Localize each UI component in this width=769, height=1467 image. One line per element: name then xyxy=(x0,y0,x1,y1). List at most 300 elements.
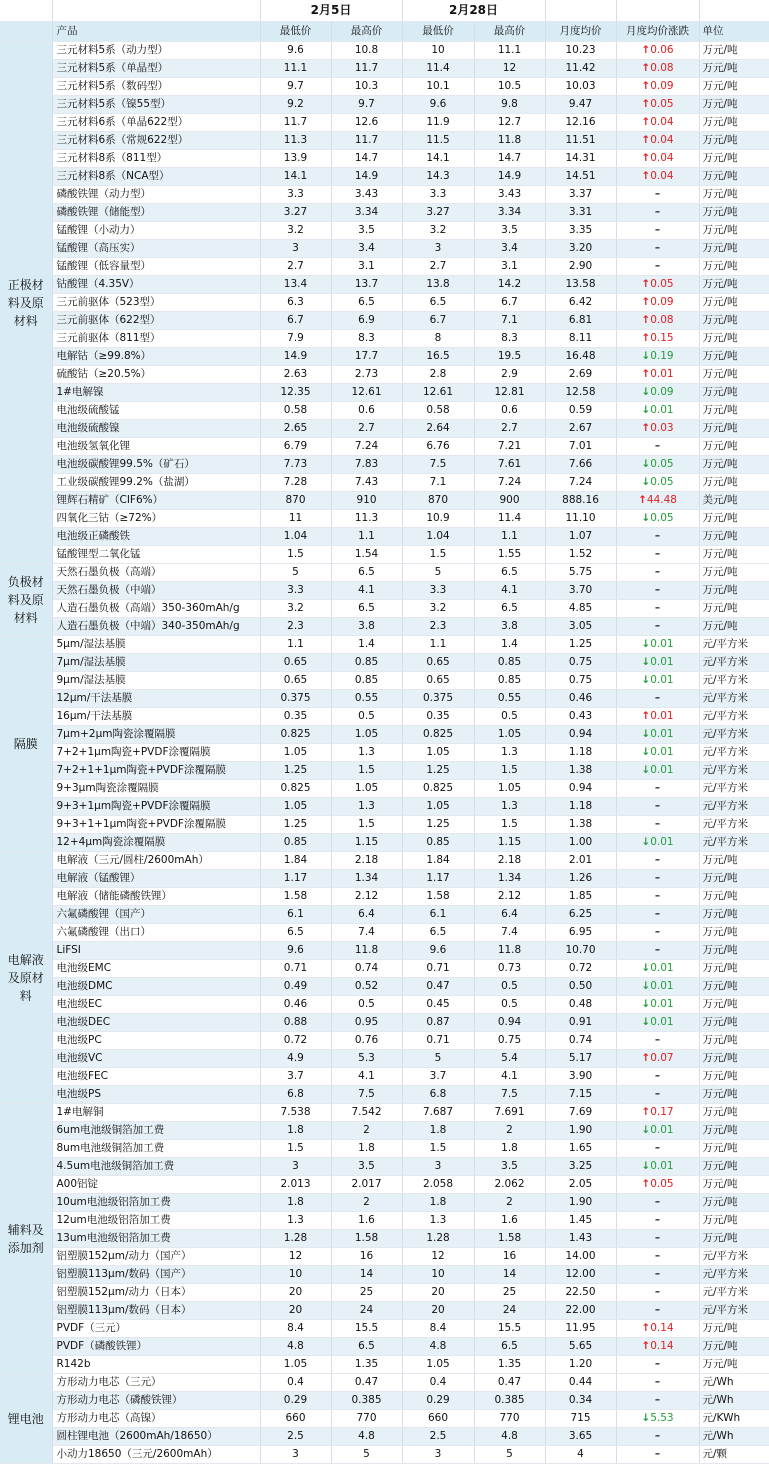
unit: 万元/吨 xyxy=(699,888,769,906)
monthly-avg: 2.67 xyxy=(545,420,616,438)
max-price-feb28: 4.1 xyxy=(474,1068,545,1086)
product-name: 磷酸铁锂（动力型） xyxy=(52,186,260,204)
min-price-feb5: 3 xyxy=(260,1446,331,1464)
max-price-feb28: 1.3 xyxy=(474,798,545,816)
product-name: 1#电解铜 xyxy=(52,1104,260,1122)
change-value: 0.05 xyxy=(650,98,674,110)
unit: 元/Wh xyxy=(699,1374,769,1392)
table-row xyxy=(0,1158,769,1176)
product-name: 三元材料5系（单晶型） xyxy=(52,60,260,78)
max-price-feb5: 1.05 xyxy=(331,780,402,798)
change-value: 0.01 xyxy=(650,980,674,992)
product-name: 8um电池级铜箔加工费 xyxy=(52,1140,260,1158)
unit: 万元/吨 xyxy=(699,510,769,528)
min-price-feb28: 3.3 xyxy=(402,186,474,204)
arrow-up-icon: ↑ xyxy=(641,1052,651,1064)
monthly-change xyxy=(616,852,699,870)
max-price-feb28: 0.55 xyxy=(474,690,545,708)
max-price-feb28: 0.385 xyxy=(474,1392,545,1410)
max-price-feb28: 7.1 xyxy=(474,312,545,330)
max-price-feb28: 0.6 xyxy=(474,402,545,420)
max-price-feb5: 0.6 xyxy=(331,402,402,420)
min-price-feb28: 1.25 xyxy=(402,816,474,834)
unit: 元/平方米 xyxy=(699,798,769,816)
dash-icon: – xyxy=(654,908,661,920)
min-price-feb5: 14.1 xyxy=(260,168,331,186)
monthly-change xyxy=(616,1266,699,1284)
header-avg: 月度均价 xyxy=(545,22,616,42)
monthly-avg: 5.65 xyxy=(545,1338,616,1356)
table-row xyxy=(0,384,769,402)
min-price-feb5: 0.825 xyxy=(260,780,331,798)
change-value: 0.01 xyxy=(650,1016,674,1028)
min-price-feb5: 2.65 xyxy=(260,420,331,438)
monthly-avg: 2.01 xyxy=(545,852,616,870)
max-price-feb28: 7.61 xyxy=(474,456,545,474)
arrow-up-icon: ↑ xyxy=(641,332,651,344)
unit: 万元/吨 xyxy=(699,366,769,384)
dash-icon: – xyxy=(654,1358,661,1370)
arrow-up-icon: ↑ xyxy=(641,278,651,290)
min-price-feb5: 6.79 xyxy=(260,438,331,456)
max-price-feb28: 1.58 xyxy=(474,1230,545,1248)
max-price-feb5: 6.5 xyxy=(331,1338,402,1356)
monthly-change xyxy=(616,1410,699,1428)
max-price-feb5: 910 xyxy=(331,492,402,510)
arrow-up-icon: ↑ xyxy=(641,62,651,74)
max-price-feb28: 6.5 xyxy=(474,600,545,618)
max-price-feb28: 1.55 xyxy=(474,546,545,564)
unit: 万元/吨 xyxy=(699,1212,769,1230)
monthly-avg: 6.95 xyxy=(545,924,616,942)
product-name: 13um电池级铝箔加工费 xyxy=(52,1230,260,1248)
product-name: 7μm+2μm陶瓷涂覆隔膜 xyxy=(52,726,260,744)
product-name: 4.5um电池级铜箔加工费 xyxy=(52,1158,260,1176)
monthly-avg: 10.23 xyxy=(545,42,616,60)
monthly-avg: 1.65 xyxy=(545,1140,616,1158)
min-price-feb28: 2.3 xyxy=(402,618,474,636)
monthly-change xyxy=(616,636,699,654)
monthly-change xyxy=(616,582,699,600)
min-price-feb5: 1.58 xyxy=(260,888,331,906)
max-price-feb28: 24 xyxy=(474,1302,545,1320)
unit: 万元/吨 xyxy=(699,240,769,258)
monthly-avg: 1.25 xyxy=(545,636,616,654)
max-price-feb28: 7.21 xyxy=(474,438,545,456)
monthly-avg: 1.38 xyxy=(545,762,616,780)
monthly-change xyxy=(616,420,699,438)
monthly-avg: 5.17 xyxy=(545,1050,616,1068)
unit: 万元/吨 xyxy=(699,78,769,96)
monthly-change xyxy=(616,744,699,762)
unit: 万元/吨 xyxy=(699,1032,769,1050)
change-value: 0.01 xyxy=(650,368,674,380)
min-price-feb5: 12 xyxy=(260,1248,331,1266)
unit: 元/平方米 xyxy=(699,1284,769,1302)
unit: 元/KWh xyxy=(699,1410,769,1428)
table-row xyxy=(0,258,769,276)
max-price-feb28: 3.5 xyxy=(474,1158,545,1176)
unit: 万元/吨 xyxy=(699,114,769,132)
unit: 元/平方米 xyxy=(699,762,769,780)
min-price-feb5: 13.9 xyxy=(260,150,331,168)
max-price-feb28: 3.34 xyxy=(474,204,545,222)
monthly-avg: 1.85 xyxy=(545,888,616,906)
table-row xyxy=(0,1446,769,1464)
monthly-change xyxy=(616,708,699,726)
monthly-avg: 2.05 xyxy=(545,1176,616,1194)
arrow-down-icon: ↓ xyxy=(641,404,651,416)
product-name: PVDF（三元） xyxy=(52,1320,260,1338)
monthly-change xyxy=(616,690,699,708)
max-price-feb5: 7.4 xyxy=(331,924,402,942)
monthly-avg: 7.15 xyxy=(545,1086,616,1104)
product-name: 钴酸锂（4.35V） xyxy=(52,276,260,294)
arrow-down-icon: ↓ xyxy=(641,638,651,650)
min-price-feb5: 11.7 xyxy=(260,114,331,132)
min-price-feb5: 2.7 xyxy=(260,258,331,276)
min-price-feb28: 0.47 xyxy=(402,978,474,996)
min-price-feb28: 20 xyxy=(402,1284,474,1302)
table-row xyxy=(0,150,769,168)
change-value: 0.01 xyxy=(650,710,674,722)
max-price-feb28: 1.1 xyxy=(474,528,545,546)
max-price-feb5: 6.9 xyxy=(331,312,402,330)
min-price-feb5: 1.05 xyxy=(260,1356,331,1374)
unit: 万元/吨 xyxy=(699,1194,769,1212)
min-price-feb28: 11.9 xyxy=(402,114,474,132)
max-price-feb28: 25 xyxy=(474,1284,545,1302)
unit: 万元/吨 xyxy=(699,1230,769,1248)
monthly-avg: 0.46 xyxy=(545,690,616,708)
table-row xyxy=(0,708,769,726)
product-name: 方形动力电芯（高镍） xyxy=(52,1410,260,1428)
unit: 万元/吨 xyxy=(699,852,769,870)
monthly-change xyxy=(616,204,699,222)
min-price-feb5: 0.49 xyxy=(260,978,331,996)
max-price-feb5: 3.8 xyxy=(331,618,402,636)
monthly-avg: 1.38 xyxy=(545,816,616,834)
unit: 万元/吨 xyxy=(699,564,769,582)
category-label: 正极材料及原材料 xyxy=(0,42,52,564)
product-name: 16μm/干法基膜 xyxy=(52,708,260,726)
min-price-feb28: 10 xyxy=(402,42,474,60)
max-price-feb5: 4.8 xyxy=(331,1428,402,1446)
max-price-feb5: 11.7 xyxy=(331,132,402,150)
product-name: 6um电池级铜箔加工费 xyxy=(52,1122,260,1140)
arrow-down-icon: ↓ xyxy=(641,980,651,992)
change-value: 0.01 xyxy=(650,998,674,1010)
change-value: 0.08 xyxy=(650,62,674,74)
monthly-change xyxy=(616,384,699,402)
monthly-change xyxy=(616,618,699,636)
unit: 万元/吨 xyxy=(699,438,769,456)
monthly-avg: 0.74 xyxy=(545,1032,616,1050)
min-price-feb28: 5 xyxy=(402,564,474,582)
monthly-change xyxy=(616,780,699,798)
product-name: 电池级硫酸锰 xyxy=(52,402,260,420)
table-row xyxy=(0,492,769,510)
min-price-feb5: 5 xyxy=(260,564,331,582)
max-price-feb28: 6.4 xyxy=(474,906,545,924)
monthly-change xyxy=(616,348,699,366)
max-price-feb5: 3.34 xyxy=(331,204,402,222)
header-change: 月度均价涨跌 xyxy=(616,22,699,42)
table-row xyxy=(0,96,769,114)
max-price-feb28: 1.5 xyxy=(474,816,545,834)
unit: 万元/吨 xyxy=(699,1140,769,1158)
monthly-change xyxy=(616,330,699,348)
monthly-avg: 3.20 xyxy=(545,240,616,258)
unit: 万元/吨 xyxy=(699,618,769,636)
monthly-avg: 10.03 xyxy=(545,78,616,96)
max-price-feb5: 3.4 xyxy=(331,240,402,258)
change-value: 0.01 xyxy=(650,656,674,668)
table-row xyxy=(0,474,769,492)
monthly-avg: 6.42 xyxy=(545,294,616,312)
arrow-up-icon: ↑ xyxy=(641,1106,651,1118)
monthly-change xyxy=(616,798,699,816)
min-price-feb5: 1.05 xyxy=(260,798,331,816)
max-price-feb5: 3.1 xyxy=(331,258,402,276)
min-price-feb28: 0.85 xyxy=(402,834,474,852)
change-value: 0.09 xyxy=(650,296,674,308)
dash-icon: – xyxy=(654,1088,661,1100)
monthly-avg: 4 xyxy=(545,1446,616,1464)
change-value: 0.05 xyxy=(650,458,674,470)
table-row xyxy=(0,942,769,960)
unit: 元/Wh xyxy=(699,1392,769,1410)
min-price-feb28: 0.71 xyxy=(402,1032,474,1050)
arrow-down-icon: ↓ xyxy=(641,1124,651,1136)
max-price-feb28: 0.47 xyxy=(474,1374,545,1392)
max-price-feb5: 2.017 xyxy=(331,1176,402,1194)
monthly-avg: 0.50 xyxy=(545,978,616,996)
unit: 元/平方米 xyxy=(699,1266,769,1284)
max-price-feb5: 3.5 xyxy=(331,222,402,240)
monthly-change xyxy=(616,366,699,384)
min-price-feb5: 1.8 xyxy=(260,1122,331,1140)
max-price-feb5: 0.95 xyxy=(331,1014,402,1032)
min-price-feb28: 0.35 xyxy=(402,708,474,726)
monthly-change xyxy=(616,726,699,744)
unit: 万元/吨 xyxy=(699,1176,769,1194)
monthly-change xyxy=(616,600,699,618)
monthly-change xyxy=(616,528,699,546)
monthly-avg: 6.81 xyxy=(545,312,616,330)
min-price-feb28: 14.3 xyxy=(402,168,474,186)
table-row xyxy=(0,870,769,888)
arrow-up-icon: ↑ xyxy=(641,1340,651,1352)
monthly-avg: 1.18 xyxy=(545,744,616,762)
min-price-feb5: 0.29 xyxy=(260,1392,331,1410)
monthly-avg: 1.52 xyxy=(545,546,616,564)
max-price-feb5: 25 xyxy=(331,1284,402,1302)
min-price-feb5: 9.6 xyxy=(260,42,331,60)
unit: 元/平方米 xyxy=(699,1302,769,1320)
monthly-change xyxy=(616,42,699,60)
unit: 万元/吨 xyxy=(699,528,769,546)
arrow-up-icon: ↑ xyxy=(641,368,651,380)
unit: 万元/吨 xyxy=(699,1068,769,1086)
max-price-feb28: 1.05 xyxy=(474,780,545,798)
max-price-feb28: 11.8 xyxy=(474,942,545,960)
min-price-feb28: 6.5 xyxy=(402,294,474,312)
max-price-feb28: 8.3 xyxy=(474,330,545,348)
unit: 万元/吨 xyxy=(699,132,769,150)
min-price-feb28: 12.61 xyxy=(402,384,474,402)
max-price-feb28: 12.7 xyxy=(474,114,545,132)
table-row xyxy=(0,1284,769,1302)
unit: 万元/吨 xyxy=(699,924,769,942)
monthly-change xyxy=(616,1446,699,1464)
product-name: 电池级DMC xyxy=(52,978,260,996)
min-price-feb28: 1.05 xyxy=(402,1356,474,1374)
unit: 万元/吨 xyxy=(699,996,769,1014)
dash-icon: – xyxy=(654,1286,661,1298)
change-value: 0.19 xyxy=(650,350,674,362)
min-price-feb5: 12.35 xyxy=(260,384,331,402)
min-price-feb5: 3.27 xyxy=(260,204,331,222)
arrow-down-icon: ↓ xyxy=(641,962,651,974)
table-row xyxy=(0,1104,769,1122)
table-row xyxy=(0,654,769,672)
unit: 万元/吨 xyxy=(699,1338,769,1356)
monthly-change xyxy=(616,240,699,258)
table-row xyxy=(0,618,769,636)
monthly-avg: 1.90 xyxy=(545,1122,616,1140)
monthly-avg: 7.24 xyxy=(545,474,616,492)
max-price-feb28: 16 xyxy=(474,1248,545,1266)
product-name: 电解液（三元/圆柱/2600mAh） xyxy=(52,852,260,870)
change-value: 0.04 xyxy=(650,152,674,164)
min-price-feb28: 660 xyxy=(402,1410,474,1428)
dash-icon: – xyxy=(654,1430,661,1442)
min-price-feb28: 0.29 xyxy=(402,1392,474,1410)
min-price-feb5: 0.375 xyxy=(260,690,331,708)
min-price-feb28: 0.87 xyxy=(402,1014,474,1032)
change-value: 0.01 xyxy=(650,404,674,416)
max-price-feb5: 2.12 xyxy=(331,888,402,906)
max-price-feb5: 2.7 xyxy=(331,420,402,438)
min-price-feb28: 2.7 xyxy=(402,258,474,276)
monthly-avg: 10.70 xyxy=(545,942,616,960)
monthly-avg: 14.51 xyxy=(545,168,616,186)
min-price-feb28: 11.5 xyxy=(402,132,474,150)
max-price-feb28: 1.8 xyxy=(474,1140,545,1158)
product-name: 9+3+1+1μm陶瓷+PVDF涂覆隔膜 xyxy=(52,816,260,834)
table-row xyxy=(0,168,769,186)
product-name: 电池级氢氧化锂 xyxy=(52,438,260,456)
table-row xyxy=(0,186,769,204)
arrow-down-icon: ↓ xyxy=(641,674,651,686)
min-price-feb5: 1.17 xyxy=(260,870,331,888)
monthly-change xyxy=(616,546,699,564)
table-row xyxy=(0,294,769,312)
min-price-feb5: 2.013 xyxy=(260,1176,331,1194)
min-price-feb5: 10 xyxy=(260,1266,331,1284)
min-price-feb28: 5 xyxy=(402,1050,474,1068)
monthly-change xyxy=(616,186,699,204)
min-price-feb5: 3.2 xyxy=(260,222,331,240)
arrow-up-icon: ↑ xyxy=(641,314,651,326)
table-row xyxy=(0,240,769,258)
monthly-change xyxy=(616,654,699,672)
max-price-feb5: 4.1 xyxy=(331,1068,402,1086)
monthly-avg: 22.00 xyxy=(545,1302,616,1320)
min-price-feb28: 0.45 xyxy=(402,996,474,1014)
max-price-feb5: 10.3 xyxy=(331,78,402,96)
product-name: 电池级硫酸镍 xyxy=(52,420,260,438)
max-price-feb28: 11.4 xyxy=(474,510,545,528)
max-price-feb28: 0.94 xyxy=(474,1014,545,1032)
product-name: 三元材料8系（811型） xyxy=(52,150,260,168)
unit: 万元/吨 xyxy=(699,1122,769,1140)
max-price-feb28: 5 xyxy=(474,1446,545,1464)
monthly-avg: 3.70 xyxy=(545,582,616,600)
monthly-avg: 1.45 xyxy=(545,1212,616,1230)
min-price-feb5: 0.85 xyxy=(260,834,331,852)
column-header-row xyxy=(0,22,769,42)
unit: 万元/吨 xyxy=(699,906,769,924)
monthly-change xyxy=(616,1194,699,1212)
change-value: 0.04 xyxy=(650,134,674,146)
change-value: 44.48 xyxy=(646,494,677,506)
monthly-change xyxy=(616,1356,699,1374)
max-price-feb28: 11.8 xyxy=(474,132,545,150)
unit: 万元/吨 xyxy=(699,60,769,78)
monthly-change xyxy=(616,78,699,96)
min-price-feb5: 7.538 xyxy=(260,1104,331,1122)
monthly-avg: 0.91 xyxy=(545,1014,616,1032)
min-price-feb28: 7.687 xyxy=(402,1104,474,1122)
max-price-feb5: 6.5 xyxy=(331,600,402,618)
table-row xyxy=(0,816,769,834)
max-price-feb28: 12.81 xyxy=(474,384,545,402)
max-price-feb5: 1.3 xyxy=(331,798,402,816)
table-row xyxy=(0,366,769,384)
unit: 万元/吨 xyxy=(699,276,769,294)
product-name: 锰酸锂（低容量型） xyxy=(52,258,260,276)
monthly-change xyxy=(616,168,699,186)
arrow-down-icon: ↓ xyxy=(641,764,651,776)
min-price-feb5: 6.8 xyxy=(260,1086,331,1104)
min-price-feb5: 9.2 xyxy=(260,96,331,114)
monthly-change xyxy=(616,150,699,168)
product-name: 铝塑膜113μm/数码（日本） xyxy=(52,1302,260,1320)
min-price-feb5: 0.4 xyxy=(260,1374,331,1392)
arrow-down-icon: ↓ xyxy=(641,836,651,848)
table-row xyxy=(0,582,769,600)
max-price-feb28: 3.5 xyxy=(474,222,545,240)
unit: 美元/吨 xyxy=(699,492,769,510)
change-value: 0.05 xyxy=(650,512,674,524)
product-name: 三元材料5系（数码型） xyxy=(52,78,260,96)
header-product: 产品 xyxy=(52,22,260,42)
dash-icon: – xyxy=(654,260,661,272)
dash-icon: – xyxy=(654,188,661,200)
table-row xyxy=(0,978,769,996)
min-price-feb5: 7.9 xyxy=(260,330,331,348)
monthly-change xyxy=(616,960,699,978)
dash-icon: – xyxy=(654,1232,661,1244)
monthly-change xyxy=(616,312,699,330)
product-name: 天然石墨负极（中端） xyxy=(52,582,260,600)
change-value: 0.14 xyxy=(650,1340,674,1352)
monthly-avg: 0.72 xyxy=(545,960,616,978)
table-row xyxy=(0,348,769,366)
monthly-change xyxy=(616,258,699,276)
